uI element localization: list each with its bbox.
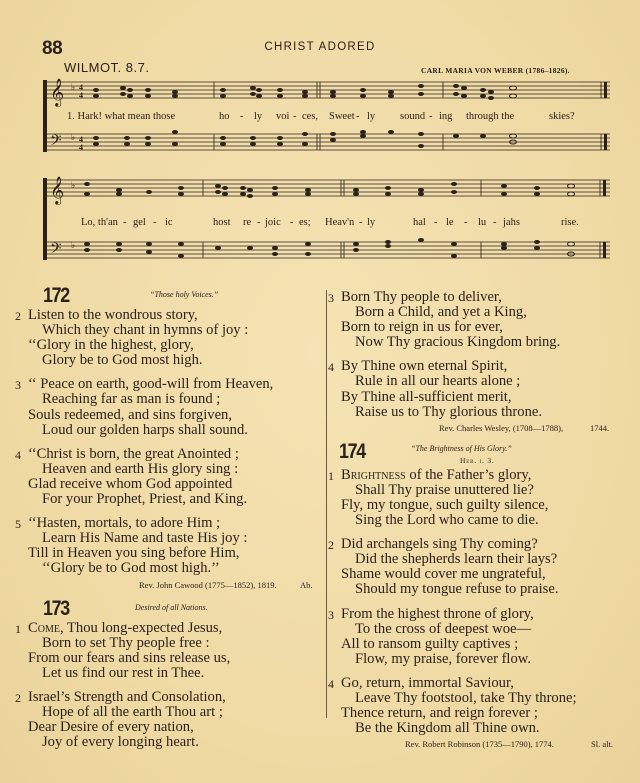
hymn-173 [15,596,315,751]
svg-text:𝄢: 𝄢 [50,132,62,153]
composer-credit: CARL MARIA VON WEBER (1786–1826). [421,66,570,75]
svg-text:𝄞: 𝄞 [50,78,65,106]
hymn-number: 172 [43,284,69,307]
svg-text:♭: ♭ [71,240,76,250]
svg-text:4: 4 [79,91,83,100]
page-number: 88 [42,38,63,59]
verse: 2 Did archangels sing Thy coming? Did the shepherds learn their lays? Shame would cover me ungrateful, Should my tongue refuse to praise. [328,536,559,598]
svg-text:4: 4 [79,83,83,92]
music-system-2: 𝄞 𝄢 ♭ ♭ Lo, th'an - gel - ic host re - joic - es; Heav'n - ly hal - le - lu - jahs rise. [43,176,610,266]
attribution: Rev. John Cawood (1775—1852), 1819. Ab. [139,579,313,590]
hymn-number: 174 [339,439,365,463]
verse: 2 Israel’s Strength and Consolation, Hope of all the earth Thou art ; Dear Desire of every nation, Joy of every longing heart. [15,688,226,751]
hymn-173-continued [328,290,628,435]
verse: 4 ‘‘Christ is born, the great Anointed ; Heaven and earth His glory sing : Glad receive whom God appointed For your Prophet, Priest, and King. [15,445,248,508]
svg-text:𝄢: 𝄢 [50,240,62,261]
verse: 3 From the highest throne of glory, To the cross of deepest woe— All to ransom guilty captives ; Flow, my praise, forever flow. [328,605,534,667]
hymn-number: 173 [43,596,69,620]
column-divider [326,290,327,718]
verse: 1 Brightness of the Father’s glory, Shall Thy praise unuttered lie? Fly, my tongue, such guilty silence, Sing the Lord who came to die. [328,466,549,529]
verse: 5 ‘‘Hasten, mortals, to adore Him ; Learn His Name and taste His joy : Till in Heaven you sing before Him, ‘‘Glory be to God most high.’’ [15,515,248,577]
hymn-title: Desired of all Nations. [135,602,208,612]
svg-text:4: 4 [79,135,83,144]
verse: 4 Go, return, immortal Saviour, Leave Thy footstool, take Thy throne; Thence return, and reign forever ; Be the Kingdom all Thine own. [328,674,577,737]
verse: 1 Come, Thou long-expected Jesus, Born to set Thy people free : From our fears and sins release us, Let us find our rest in Thee. [15,619,231,681]
hymn-174 [328,439,628,752]
verse: 3 Born Thy people to deliver, Born a Child, and yet a King, Born to reign in us for ever, Now Thy gracious Kingdom bring. [328,289,561,351]
attribution: Rev. Charles Wesley, (1708—1788), 1744. [439,422,610,433]
attribution: Rev. Robert Robinson (1735—1790), 1774. Sl. alt. [405,739,613,750]
running-head: CHRIST ADORED [264,41,376,53]
verse: 4 By Thine own eternal Spirit, Rule in all our hearts alone ; By Thine all-sufficient merit, Raise us to Thy glorious throne. [328,358,543,420]
svg-text:𝄞: 𝄞 [50,176,65,204]
left-column [15,284,315,759]
music-system-1: 𝄞 𝄢 ♭ ♭ 4 4 4 4 1. Hark! what mean those ho - ly voi - ces, Sweet - ly sound - ing through the skies? [43,78,610,158]
tune-name: WILMOT. 8.7. [64,60,150,75]
svg-text:4: 4 [79,143,83,152]
hymn-title: “The Brightness of His Glory.” [411,443,512,453]
hymn-subtitle: Heb. i. 3. [460,455,495,465]
svg-text:♭: ♭ [71,180,76,190]
hymn-172 [15,284,315,592]
svg-text:♭: ♭ [71,82,76,92]
right-column [328,290,628,760]
hymn-title: “Those holy Voices.” [150,290,219,299]
svg-text:♭: ♭ [71,132,76,142]
verse: 2 Listen to the wondrous story, Which they chant in hymns of joy : ‘‘Glory in the highest, glory, Glory be to God most high. [15,307,249,369]
verse: 3 ‘‘ Peace on earth, good-will from Heaven, Reaching far as man is found ; Souls redeemed, and sins forgiven, Loud our golden harps shall sound. [15,376,274,438]
